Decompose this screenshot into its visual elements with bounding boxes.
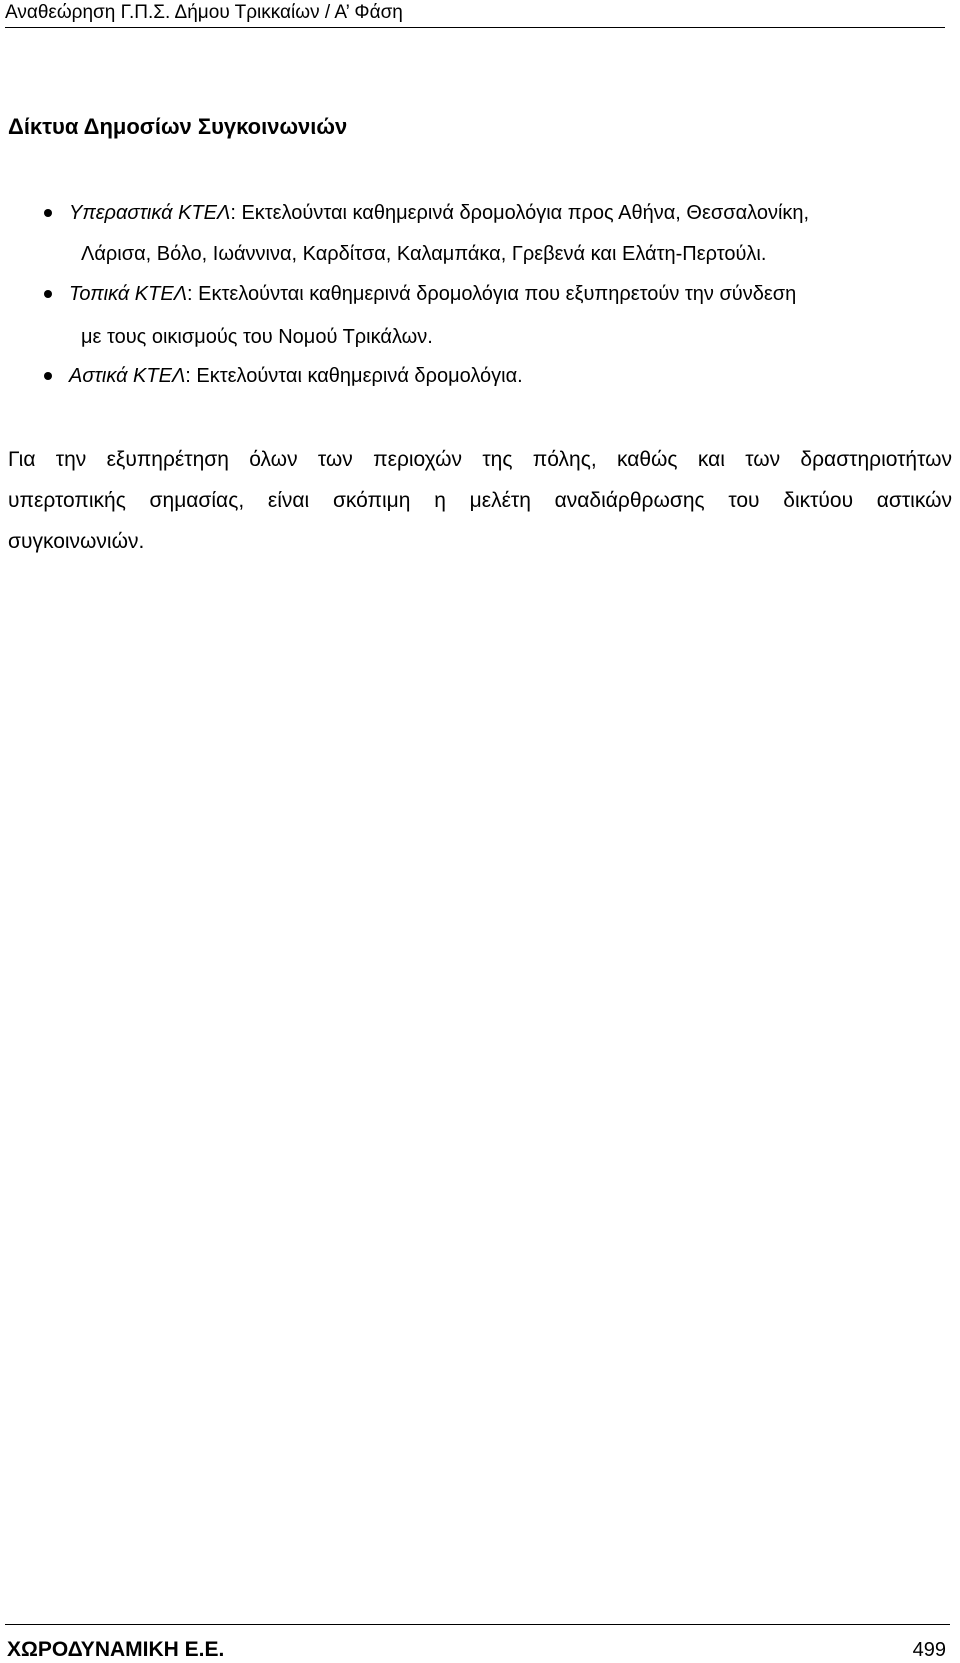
list-item-continuation: με τους οικισμούς του Νομού Τρικάλων. xyxy=(81,326,433,348)
list-item-text: : Εκτελούνται καθημερινά δρομολόγια. xyxy=(185,365,523,387)
body-paragraph-line: Για την εξυπηρέτηση όλων των περιοχών της πόλης, καθώς και των δραστηριοτήτων xyxy=(8,448,952,471)
list-item-line xyxy=(69,281,796,307)
list-item-line xyxy=(69,200,809,226)
body-paragraph-line: συγκοινωνιών. xyxy=(8,530,145,553)
bullet-icon xyxy=(44,290,52,298)
bullet-icon xyxy=(44,372,52,380)
header-title: Αναθεώρηση Γ.Π.Σ. Δήμου Τρικκαίων / Α’ Φάση xyxy=(5,2,403,23)
page-header xyxy=(5,0,945,28)
list-item-text: : Εκτελούνται καθημερινά δρομολόγια που εξυπηρετούν την σύνδεση xyxy=(187,283,797,305)
list-item-continuation: Λάρισα, Βόλο, Ιωάννινα, Καρδίτσα, Καλαμπάκα, Γρεβενά και Ελάτη-Περτούλι. xyxy=(81,243,767,265)
section-heading: Δίκτυα Δημοσίων Συγκοινωνιών xyxy=(8,114,348,139)
footer-company: ΧΩΡΟΔΥΝΑΜΙΚΗ Ε.Ε. xyxy=(7,1638,225,1661)
body-paragraph-line: υπερτοπικής σημασίας, είναι σκόπιμη η μελέτη αναδιάρθρωσης του δικτύου αστικών xyxy=(8,489,952,512)
bullet-icon xyxy=(44,209,52,217)
page-footer xyxy=(5,1624,950,1663)
list-item-term: Τοπικά ΚΤΕΛ xyxy=(69,283,188,305)
list-item-term: Υπεραστικά ΚΤΕΛ xyxy=(69,202,231,224)
page-number: 499 xyxy=(912,1639,946,1661)
list-item-term: Αστικά ΚΤΕΛ xyxy=(69,365,186,387)
list-item-text: : Εκτελούνται καθημερινά δρομολόγια προς Αθήνα, Θεσσαλονίκη, xyxy=(230,202,810,224)
list-item-line xyxy=(69,363,523,389)
